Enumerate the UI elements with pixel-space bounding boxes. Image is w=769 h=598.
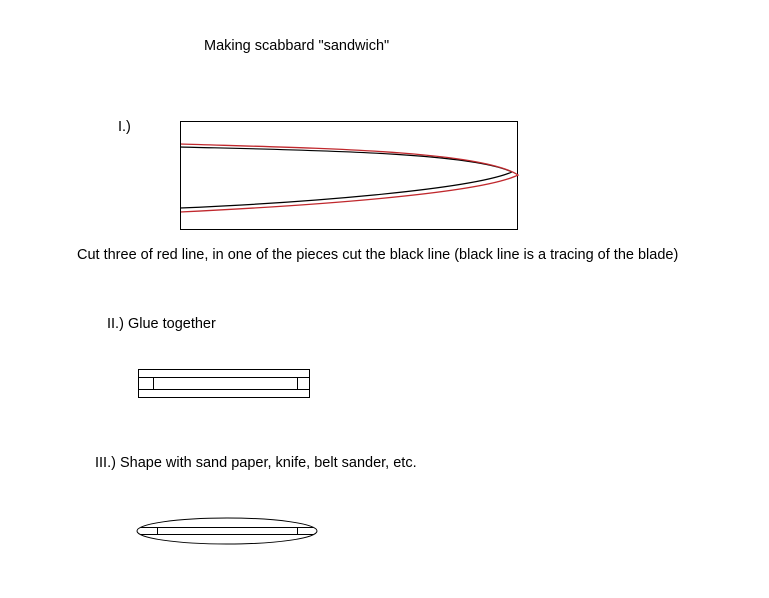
wood-blank-outline (181, 122, 518, 230)
step-1-caption: Cut three of red line, in one of the pieces cut the black line (black line is a tracing of the blade) (77, 247, 679, 263)
sandwich-outline (139, 370, 310, 398)
cut-line-red (180, 144, 518, 212)
step-1-figure (180, 122, 518, 230)
blade-tracing-black-line (180, 147, 512, 208)
step-2-figure (139, 370, 310, 398)
step-1-label: I.) (118, 119, 131, 135)
step-3-label: III.) Shape with sand paper, knife, belt sander, etc. (95, 455, 417, 471)
shaped-scabbard-outline (137, 518, 317, 544)
diagram-title: Making scabbard "sandwich" (204, 38, 390, 54)
step-2-label: II.) Glue together (107, 316, 216, 332)
step-3-figure (137, 518, 317, 544)
